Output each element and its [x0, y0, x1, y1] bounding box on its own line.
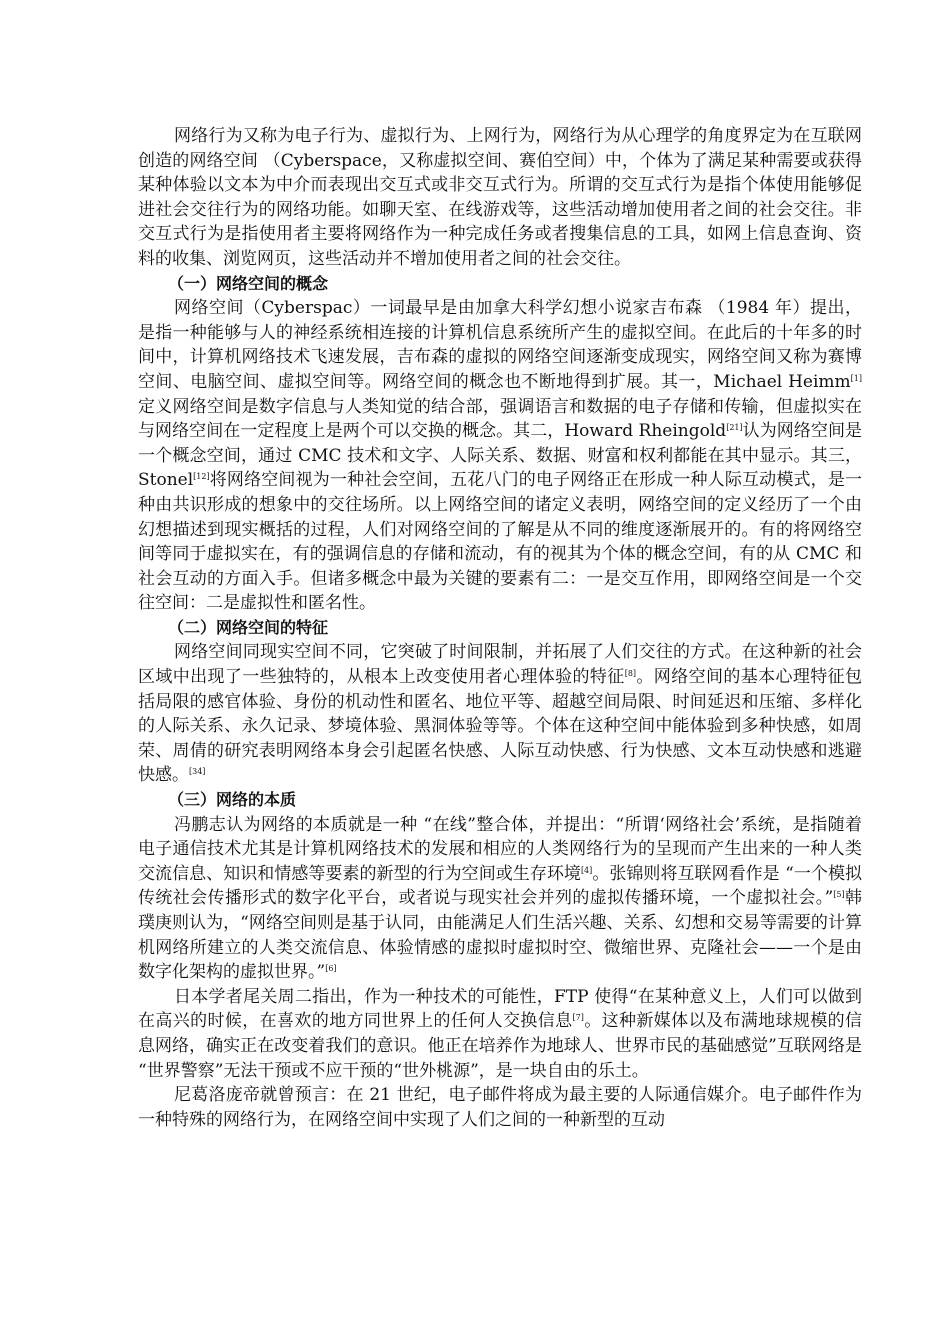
text-run: 网络行为又称为电子行为、虚拟行为、上网行为，网络行为从心理学的角度界定为在互联网创造的网络空间 （Cyberspace，又称虚拟空间、赛伯空间）中，个体为了满足某种需要或获得某种体验以文本为中介而表现出交互式或非交互式行为。所谓的交互式行为是指个体使用能够促进社会交往行为的网络功能。如聊天室、在线游戏等，这些活动增加使用者之间的社会交往。非交互式行为是指使用者主要将网络作为一种完成任务或者搜集信息的工具，如网上信息查询、资料的收集、浏览网页，这些活动并不增加使用者之间的社会交往。	[138, 126, 862, 269]
citation-mark: [21]	[726, 423, 743, 433]
section-heading	[138, 788, 862, 813]
text-run: 日本学者尾关周二指出，作为一种技术的可能性，FTP 使得“在某种意义上，人们可以做到在高兴的时候，在喜欢的地方同世界上的任何人交换信息	[138, 986, 862, 1032]
paragraph	[138, 813, 862, 985]
citation-mark: [12]	[193, 472, 210, 482]
paragraph	[138, 1083, 862, 1132]
citation-mark: [7]	[572, 1013, 584, 1023]
citation-mark: [34]	[189, 767, 206, 777]
document-body	[138, 124, 862, 1132]
text-run: 认为网络空间是一个概念空间，通过 CMC 技术和文字、人际关系、数据、财富和权利都能在其中显示。其三，Stonel	[138, 421, 863, 491]
text-run: （一）网络空间的概念	[168, 273, 329, 293]
text-run: 网络空间同现实空间不同，它突破了时间限制，并拓展了人们交往的方式。在这种新的社会区域中出现了一些独特的，从根本上改变使用者心理体验的特征	[138, 642, 862, 688]
text-run: （三）网络的本质	[168, 790, 297, 810]
text-run: 将网络空间视为一种社会空间，五花八门的电子网络正在形成一种人际互动模式，是一种由共识形成的想象中的交往场所。以上网络空间的诸定义表明，网络空间的定义经历了一个由幻想描述到现实概括的过程，人们对网络空间的了解是从不同的维度逐渐展开的。有的将网络空间等同于虚拟实在，有的强调信息的存储和流动，有的视其为个体的概念空间，有的从 CMC 和社会互动的方面入手。但诸多概念中最为关键的要素有二：一是交互作用，即网络空间是一个交往空间：二是虚拟性和匿名性。	[138, 470, 862, 614]
paragraph	[138, 640, 862, 788]
text-run: （二）网络空间的特征	[168, 617, 329, 637]
text-run: 。张锦则将互联网看作是 “一个模拟传统社会传播形式的数字化平台，或者说与现实社会并列的虚拟传播环境，一个虚拟社会。”	[138, 863, 862, 909]
text-run: 韩璞庚则认为，“网络空间则是基于认同，由能满足人们生活兴趣、关系、幻想和交易等需要的计算机网络所建立的人类交流信息、体验情感的虚拟时虚拟时空、微缩世界、克隆社会——一个是由数字化架构的虚拟世界。”	[138, 888, 862, 983]
text-run: 冯鹏志认为网络的本质就是一种 “在线”整合体，并提出：“所谓‘网络社会’系统，是指随着电子通信技术尤其是计算机网络技术的发展和相应的人类网络行为的呈现而产生出来的一种人类交流信息、知识和情感等要素的新型的行为空间或生存环境	[138, 814, 862, 884]
text-run: 定义网络空间是数字信息与人类知觉的结合部，强调语言和数据的电子存储和传输，但虚拟实在与网络空间在一定程度上是两个可以交换的概念。其二，Howard Rheingold	[138, 396, 862, 442]
citation-mark: [1]	[850, 373, 862, 383]
text-run: 。网络空间的基本心理特征包括局限的感官体验、身份的机动性和匿名、地位平等、超越空间局限、时间延迟和压缩、多样化的人际关系、永久记录、梦境体验、黑洞体验等等。个体在这种空间中能体验到多种快感，如周荣、周倩的研究表明网络本身会引起匿名快感、人际互动快感、行为快感、文本互动快感和逃避快感。	[138, 667, 863, 786]
text-run: 。这种新媒体以及布满地球规模的信息网络，确实正在改变着我们的意识。他正在培养作为地球人、世界市民的基础感觉”互联网络是 “世界警察”无法干预或不应干预的“世外桃源”，是一块自由的乐土。	[138, 1011, 862, 1081]
text-run: 尼葛洛庞帝就曾预言：在 21 世纪，电子邮件将成为最主要的人际通信媒介。电子邮件作为一种特殊的网络行为，在网络空间中实现了人们之间的一种新型的互动	[138, 1085, 862, 1130]
section-heading	[138, 616, 862, 641]
section-heading	[138, 272, 862, 297]
paragraph	[138, 124, 862, 272]
text-run: 网络空间（Cyberspac）一词最早是由加拿大科学幻想小说家吉布森 （1984 年）提出，是指一种能够与人的神经系统相连接的计算机信息系统所产生的虚拟空间。在此后的十年多的时间中，计算机网络技术飞速发展，吉布森的虚拟的网络空间逐渐变成现实，网络空间又称为赛博空间、电脑空间、虚拟空间等。网络空间的概念也不断地得到扩展。其一，Michael Heimm	[138, 298, 862, 392]
citation-mark: [6]	[325, 964, 337, 974]
paragraph	[138, 985, 862, 1083]
citation-mark: [8]	[624, 669, 637, 679]
citation-mark: [5]	[833, 890, 845, 900]
citation-mark: [4]	[580, 865, 593, 875]
paragraph	[138, 296, 862, 616]
